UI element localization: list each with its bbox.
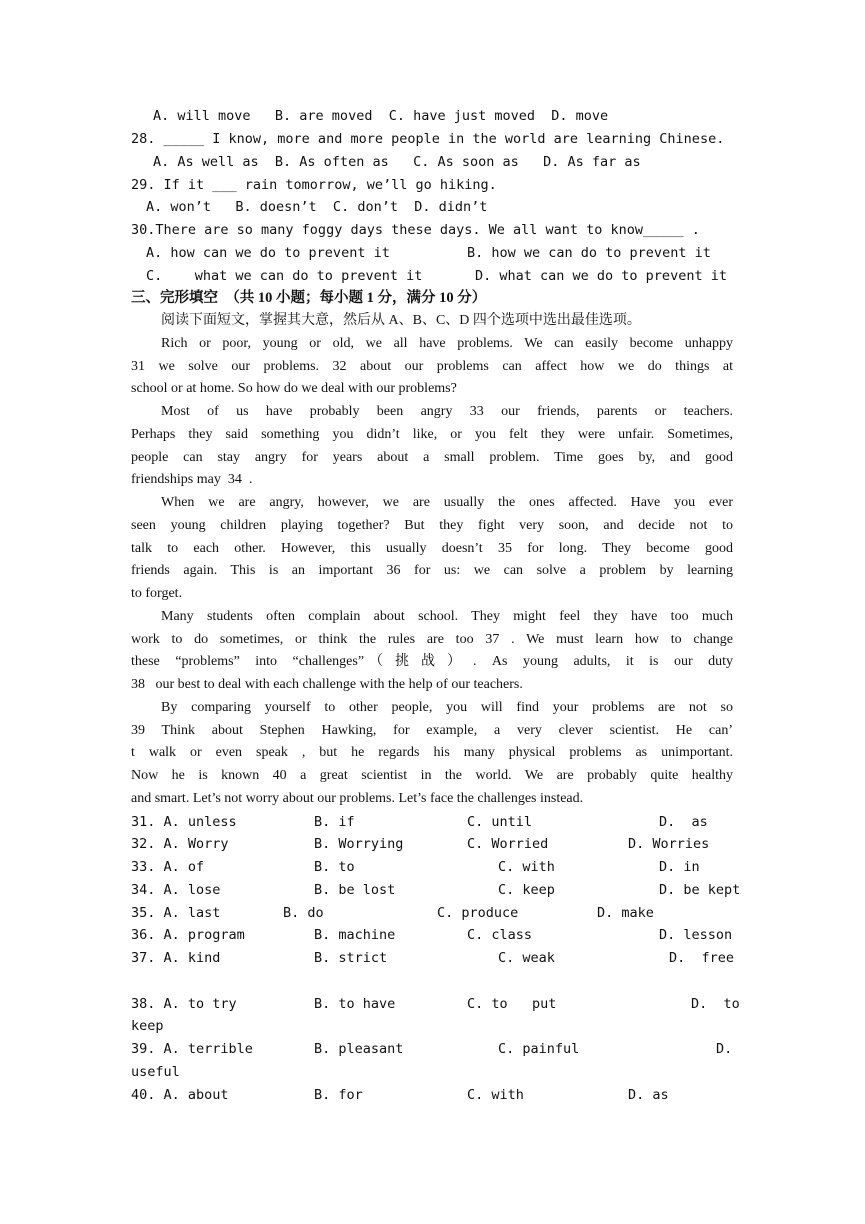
- q30-stem: 30.There are so many foggy days these days. We all want to know_____ .: [131, 222, 700, 238]
- answer-38-d: D. to: [691, 996, 740, 1012]
- answer-37-a: 37. A. kind: [131, 950, 221, 966]
- answer-31-d: D. as: [659, 814, 708, 830]
- answer-37-b: B. strict: [314, 950, 388, 966]
- passage-line: to forget.: [131, 586, 183, 601]
- passage-line: When we are angry, however, we are usually the ones affected. Have you ever: [161, 495, 733, 510]
- answer-38-c: C. to put: [467, 996, 557, 1012]
- passage-line: 31 we solve our problems. 32 about our problems can affect how we do things at: [131, 359, 733, 374]
- answer-35-a: 35. A. last: [131, 905, 221, 921]
- q30-option-a: A. how can we do to prevent it: [146, 245, 390, 261]
- passage-line: Perhaps they said something you didn’t like, or you felt they were unfair. Sometimes,: [131, 427, 733, 442]
- passage-line: Now he is known 40 a great scientist in the world. We are probably quite healthy: [131, 768, 733, 783]
- answer-31-c: C. until: [467, 814, 533, 830]
- answer-40-b: B. for: [314, 1087, 363, 1103]
- passage-line: school or at home. So how do we deal with our problems?: [131, 381, 457, 396]
- answer-32-a: 32. A. Worry: [131, 836, 229, 852]
- answer-34-b: B. be lost: [314, 882, 396, 898]
- answer-36-b: B. machine: [314, 927, 396, 943]
- passage-line: and smart. Let’s not worry about our problems. Let’s face the challenges instead.: [131, 791, 584, 806]
- passage-line: talk to each other. However, this usually doesn’t 35 for long. They become good: [131, 541, 733, 556]
- answer-38-b: B. to have: [314, 996, 396, 1012]
- answer-40-d: D. as: [628, 1087, 669, 1103]
- passage-line: seen young children playing together? But they fight very soon, and decide not to: [131, 518, 733, 533]
- answer-39-b: B. pleasant: [314, 1041, 404, 1057]
- passage-line: 38 our best to deal with each challenge with the help of our teachers.: [131, 677, 523, 692]
- passage-line: By comparing yourself to other people, you will find your problems are not so: [161, 700, 733, 715]
- answer-37-d: D. free: [669, 950, 735, 966]
- answer-39-c: C. painful: [498, 1041, 580, 1057]
- section-instruction: 阅读下面短文，掌握其大意，然后从 A、B、C、D 四个选项中选出最佳选项。: [161, 313, 641, 328]
- q30-option-d: D. what can we do to prevent it: [475, 268, 727, 284]
- passage-line: people can stay angry for years about a small problem. Time goes by, and good: [131, 450, 733, 465]
- passage-line: friends again. This is an important 36 for us: we can solve a problem by learning: [131, 563, 733, 578]
- answer-32-c: C. Worried: [467, 836, 549, 852]
- answer-40-a: 40. A. about: [131, 1087, 229, 1103]
- answer-31-b: B. if: [314, 814, 355, 830]
- answer-35-c: C. produce: [437, 905, 519, 921]
- answer-39-d: D.: [716, 1041, 733, 1057]
- answer-36-a: 36. A. program: [131, 927, 245, 943]
- q30-option-c: C. what we can do to prevent it: [146, 268, 423, 284]
- answer-32-b: B. Worrying: [314, 836, 404, 852]
- answer-34-a: 34. A. lose: [131, 882, 221, 898]
- answer-35-d: D. make: [597, 905, 654, 921]
- passage-line: t walk or even speak , but he regards his many physical problems as unimportant.: [131, 745, 733, 760]
- answer-34-c: C. keep: [498, 882, 555, 898]
- answer-33-c: C. with: [498, 859, 555, 875]
- answer-39-d-wrap: useful: [131, 1064, 180, 1080]
- answer-38-a: 38. A. to try: [131, 996, 237, 1012]
- q29-options: A. won’t B. doesn’t C. don’t D. didn’t: [146, 199, 488, 215]
- q28-stem: 28. _____ I know, more and more people in the world are learning Chinese.: [131, 131, 725, 147]
- q27-options: A. will move B. are moved C. have just moved D. move: [153, 108, 609, 124]
- passage-line: Many students often complain about school. They might feel they have too much: [161, 609, 733, 624]
- q30-option-b: B. how we can do to prevent it: [467, 245, 711, 261]
- answer-39-a: 39. A. terrible: [131, 1041, 253, 1057]
- passage-line: friendships may 34 .: [131, 472, 253, 487]
- answer-37-c: C. weak: [498, 950, 555, 966]
- answer-33-b: B. to: [314, 859, 355, 875]
- section-title: 三、完形填空 （共 10 小题；每小题 1 分，满分 10 分）: [131, 290, 487, 306]
- answer-31-a: 31. A. unless: [131, 814, 237, 830]
- passage-line: 39 Think about Stephen Hawking, for example, a very clever scientist. He can’: [131, 723, 733, 738]
- answer-33-d: D. in: [659, 859, 700, 875]
- answer-36-d: D. lesson: [659, 927, 733, 943]
- q28-options: A. As well as B. As often as C. As soon as D. As far as: [153, 154, 641, 170]
- passage-line: work to do sometimes, or think the rules are too 37 . We must learn how to change: [131, 632, 733, 647]
- answer-38-d-wrap: keep: [131, 1018, 164, 1034]
- passage-line: these “problems” into “challenges”（挑战）. As young adults, it is our duty: [131, 654, 733, 669]
- passage-line: Most of us have probably been angry 33 our friends, parents or teachers.: [161, 404, 733, 419]
- answer-35-b: B. do: [283, 905, 324, 921]
- answer-34-d: D. be kept: [659, 882, 741, 898]
- answer-36-c: C. class: [467, 927, 533, 943]
- q29-stem: 29. If it ___ rain tomorrow, we’ll go hiking.: [131, 177, 497, 193]
- answer-33-a: 33. A. of: [131, 859, 205, 875]
- answer-32-d: D. Worries: [628, 836, 710, 852]
- passage-line: Rich or poor, young or old, we all have problems. We can easily become unhappy: [161, 336, 733, 351]
- answer-40-c: C. with: [467, 1087, 524, 1103]
